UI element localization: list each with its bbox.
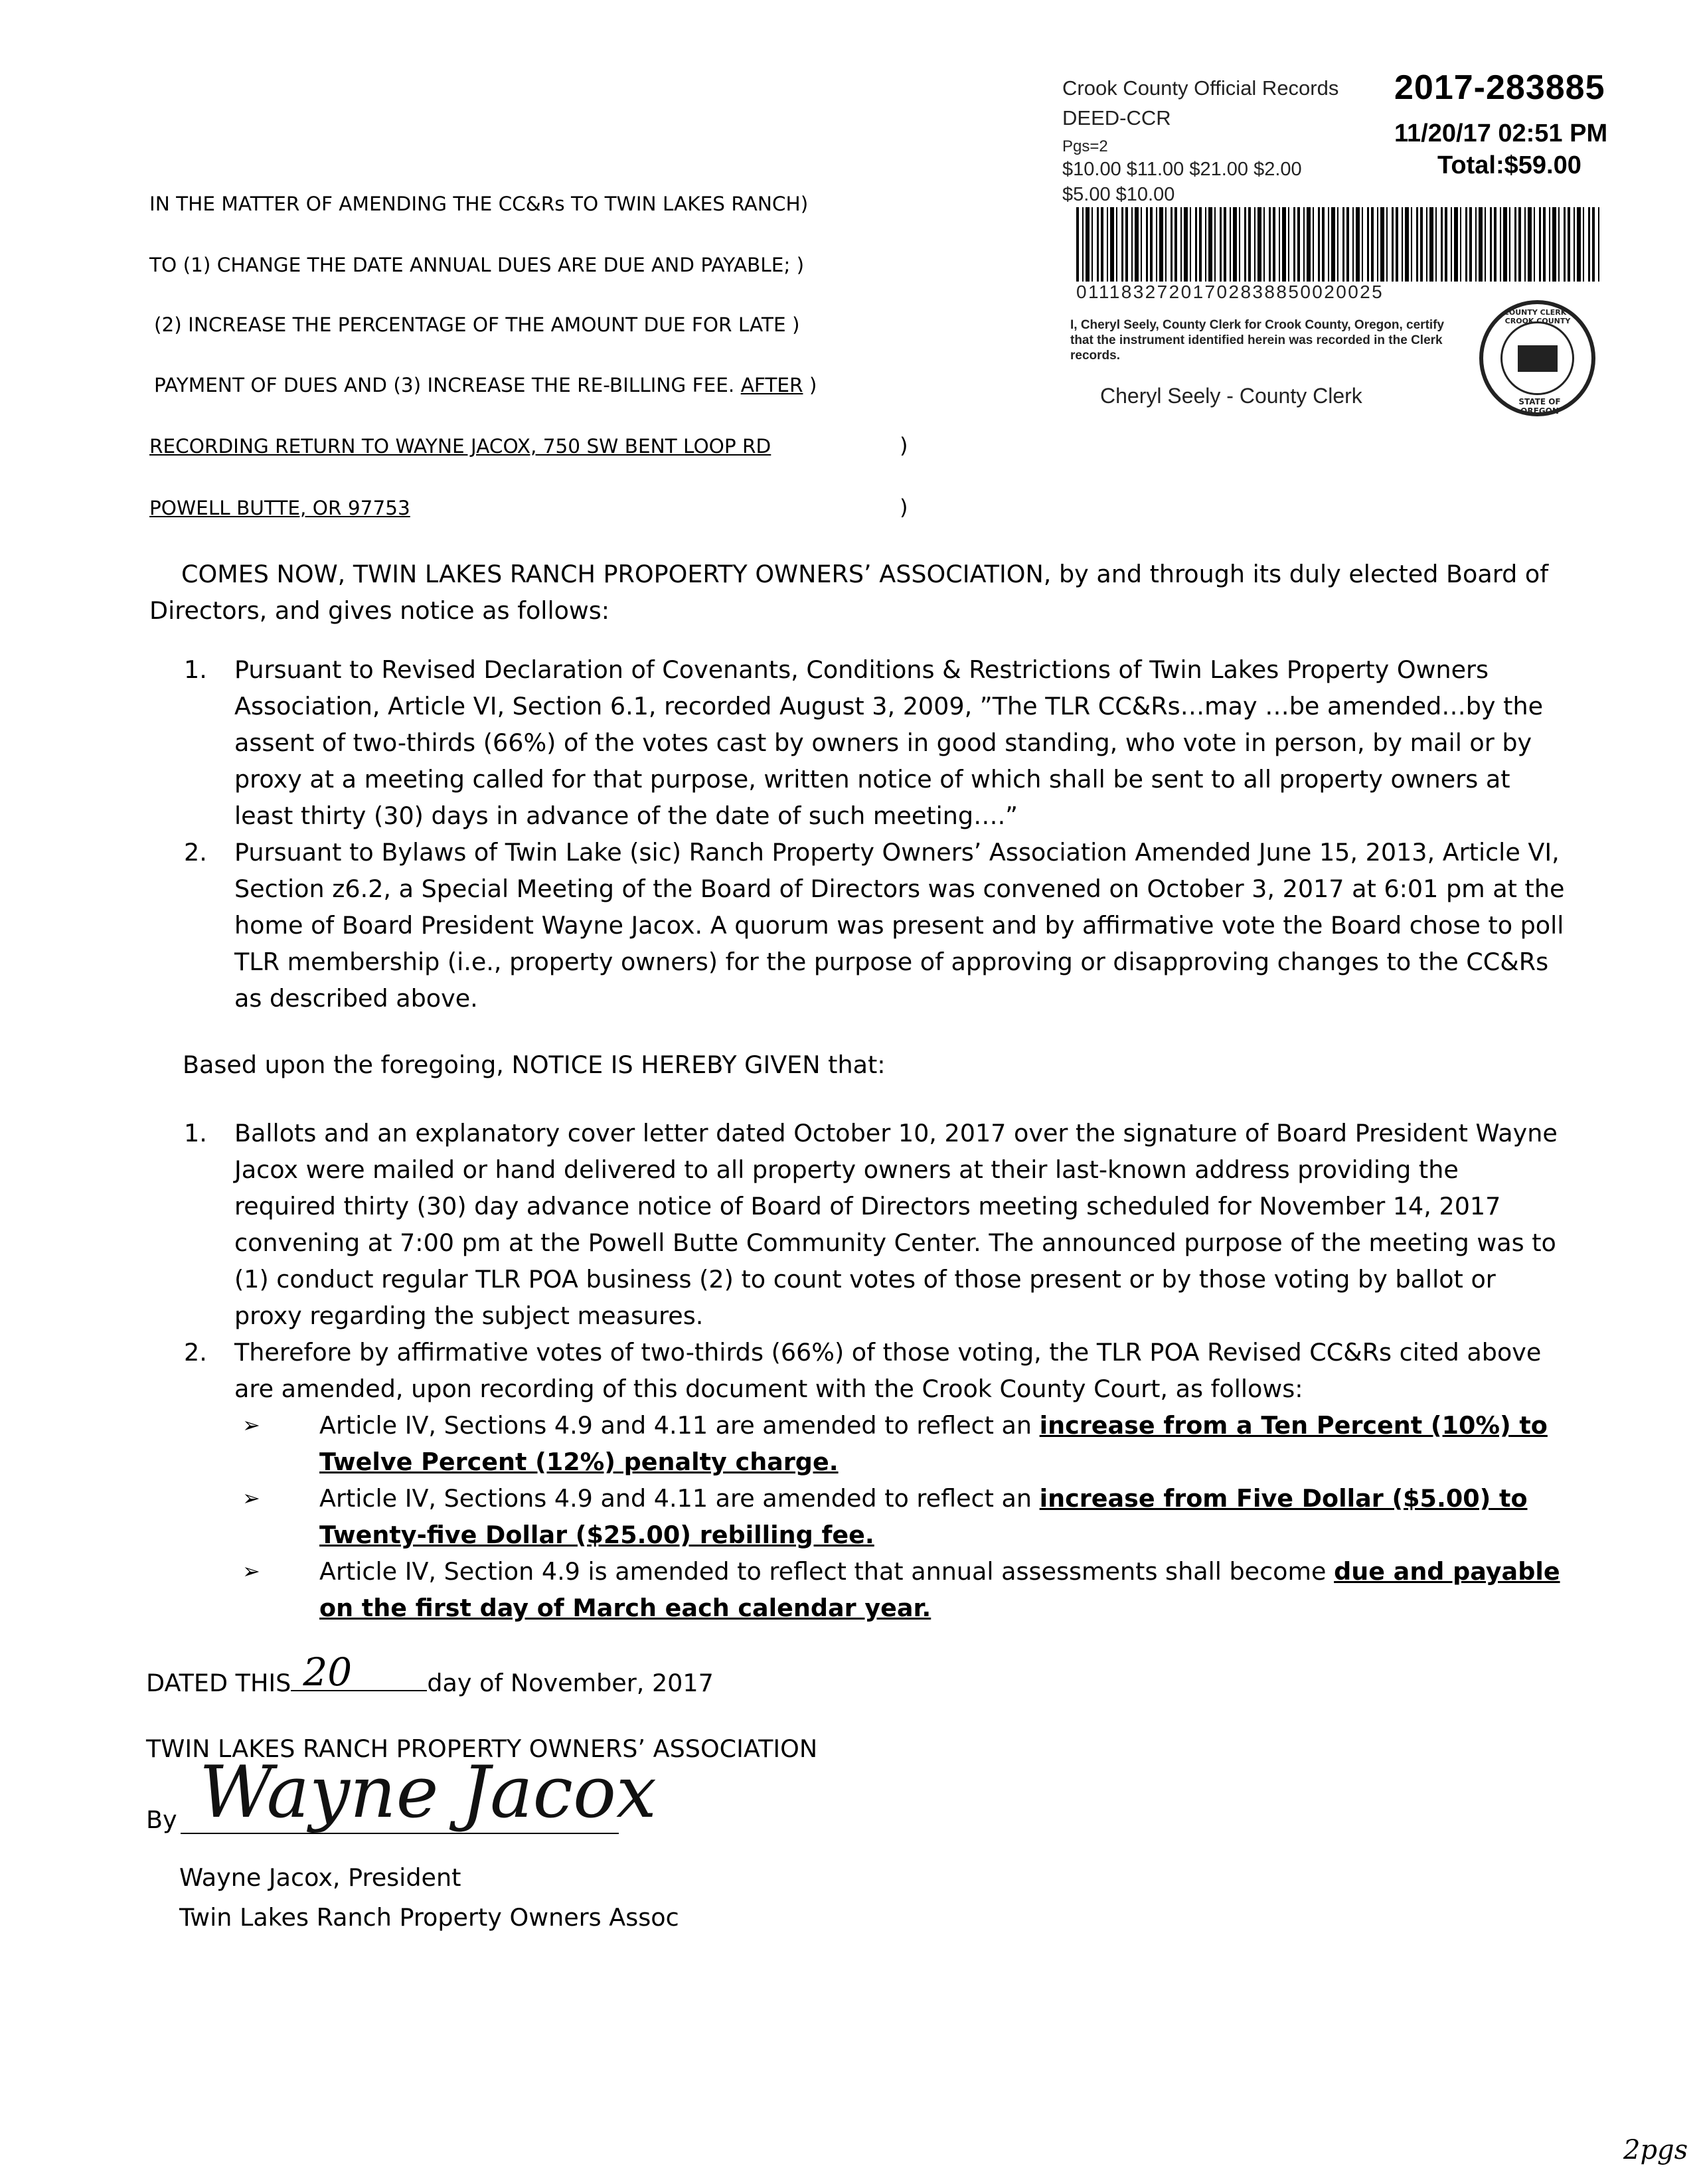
arrow-bullet-icon: ➢ (242, 1485, 260, 1511)
amendment-text: Article IV, Sections 4.9 and 4.11 are amended to reflect an (319, 1484, 1040, 1513)
signer-organization: Twin Lakes Ranch Property Owners Assoc (179, 1903, 679, 1932)
stamp-office: Crook County Official Records (1062, 76, 1339, 100)
notices-list (149, 1115, 1567, 1626)
caption-line-4-paren: ) (803, 374, 817, 396)
dated-day-blank (291, 1649, 427, 1695)
amendment-text: Article IV, Sections 4.9 and 4.11 are amended to reflect an (319, 1411, 1040, 1440)
seal-bottom-text: STATE OF OREGON (1518, 397, 1561, 416)
notice-text: Ballots and an explanatory cover letter dated October 10, 2017 over the signature of Board President Wayne Jacox were mailed or hand delivered to all property owners at their last-known address providing the required thirty (30) day advance notice of Board of Directors meeting scheduled for November 14, 2017 convening at 7:00 pm at the Powell Butte Community Center. The announced purpose of the meeting was to (1) conduct regular TLR POA business (2) to count votes of those present or by those voting by ballot or proxy regarding the subject measures. (234, 1119, 1558, 1330)
caption-line-6: POWELL BUTTE, OR 97753 (149, 497, 410, 519)
dated-prefix: DATED THIS (146, 1669, 291, 1697)
stamp-fees-1: $10.00 $11.00 $21.00 $2.00 (1062, 159, 1302, 180)
county-seal (1479, 300, 1595, 416)
notice-item (149, 1334, 1567, 1626)
recital-number: 2. (184, 838, 207, 867)
notice-heading: Based upon the foregoing, NOTICE IS HEREBY GIVEN that: (183, 1050, 886, 1079)
amendment-item (234, 1553, 1567, 1626)
caption-line-6-paren: ) (900, 495, 908, 520)
amendments-list (234, 1407, 1567, 1626)
stamp-doc-type: DEED-CCR (1062, 106, 1171, 129)
recital-item (149, 834, 1567, 1017)
notice-text: Therefore by affirmative votes of two-thirds (66%) of those voting, the TLR POA Revised CC&Rs cited above are amended, upon recording of this document with the Crook County Court, as follows: (234, 1338, 1542, 1403)
intro-paragraph (149, 556, 1567, 629)
caption-line-4-text: PAYMENT OF DUES AND (3) INCREASE THE RE-BILLING FEE. (154, 374, 741, 396)
document-body (149, 556, 1567, 1626)
page-count-mark: 2pgs (1623, 2135, 1688, 2165)
caption-line-2: TO (1) CHANGE THE DATE ANNUAL DUES ARE DUE AND PAYABLE; ) (149, 254, 805, 276)
signature-by: By (146, 1806, 177, 1834)
record-total: Total:$59.00 (1437, 151, 1581, 179)
recital-text: Pursuant to Bylaws of Twin Lake (sic) Ranch Property Owners’ Association Amended June 15, 2013, Article VI, Section z6.2, a Special Meeting of the Board of Directors was convened on October 3, 2017 at 6:01 pm at the home of Board President Wayne Jacox. A quorum was present and by affirmative vote the Board chose to poll TLR membership (i.e., property owners) for the purpose of approving or disapproving changes to the CC&Rs as described above. (234, 838, 1565, 1013)
amendment-item (234, 1407, 1567, 1480)
instrument-number: 2017-283885 (1394, 68, 1605, 107)
amendment-text: Article IV, Section 4.9 is amended to reflect that annual assessments shall become (319, 1557, 1335, 1586)
stamp-fees-2: $5.00 $10.00 (1062, 184, 1175, 205)
amendment-emphasis: increase from Five Dollar ($5.00) to Twenty-five Dollar ($25.00) rebilling fee. (319, 1484, 1528, 1549)
dated-suffix: day of November, 2017 (427, 1669, 714, 1697)
arrow-bullet-icon: ➢ (242, 1412, 260, 1438)
recital-text: Pursuant to Revised Declaration of Covenants, Conditions & Restrictions of Twin Lakes Property Owners Association, Article VI, Section 6.1, recorded August 3, 2009, ”The TLR CC&Rs…may …be amended…by the assent of two-thirds (66%) of the votes cast by owners in good standing, who vote in person, by mail or by proxy at a meeting called for that purpose, written notice of which shall be sent to all property owners at least thirty (30) days in advance of the date of such meeting….” (234, 655, 1544, 830)
recitals-list (149, 651, 1567, 1017)
recital-number: 1. (184, 655, 207, 684)
barcode-number: 01118327201702838850020025 (1076, 282, 1384, 302)
arrow-bullet-icon: ➢ (242, 1558, 260, 1584)
recital-item (149, 651, 1567, 834)
intro-text: COMES NOW, TWIN LAKES RANCH PROPOERTY OWNERS’ ASSOCIATION, by and through its duly elected Board of Directors, and gives notice as follows: (149, 560, 1549, 625)
stamp-pages: Pgs=2 (1062, 137, 1108, 155)
seal-courthouse-icon (1518, 345, 1558, 372)
amendment-emphasis: increase from a Ten Percent (10%) to Twelve Percent (12%) penalty charge. (319, 1411, 1548, 1476)
signature-org: TWIN LAKES RANCH PROPERTY OWNERS’ ASSOCIATION (146, 1734, 818, 1763)
handwritten-signature: Wayne Jacox (199, 1751, 657, 1834)
notice-number: 2. (184, 1338, 207, 1367)
barcode (1076, 207, 1601, 282)
amendment-emphasis: due and payable on the first day of March each calendar year. (319, 1557, 1560, 1622)
caption-line-1: IN THE MATTER OF AMENDING THE CC&Rs TO TWIN LAKES RANCH) (149, 193, 809, 215)
amendment-item (234, 1480, 1567, 1553)
caption-line-5: RECORDING RETURN TO WAYNE JACOX, 750 SW BENT LOOP RD (149, 435, 771, 458)
dated-line (146, 1649, 714, 1701)
caption-line-4 (154, 374, 918, 396)
signer-name-title: Wayne Jacox, President (179, 1863, 461, 1892)
caption-after: AFTER (740, 374, 803, 396)
clerk-certification: I, Cheryl Seely, County Clerk for Crook County, Oregon, certify that the instrument identified herein was recorded in the Clerk records. (1070, 318, 1445, 363)
clerk-signature-line: Cheryl Seely - County Clerk (1100, 384, 1362, 408)
seal-top-text: COUNTY CLERK · CROOK COUNTY (1503, 308, 1572, 325)
notice-item (149, 1115, 1567, 1334)
caption-line-3: (2) INCREASE THE PERCENTAGE OF THE AMOUNT DUE FOR LATE ) (154, 313, 800, 336)
notice-number: 1. (184, 1119, 207, 1147)
record-datetime: 11/20/17 02:51 PM (1394, 120, 1608, 147)
caption-line-5-paren: ) (900, 433, 908, 458)
dated-day: 20 (303, 1649, 353, 1695)
